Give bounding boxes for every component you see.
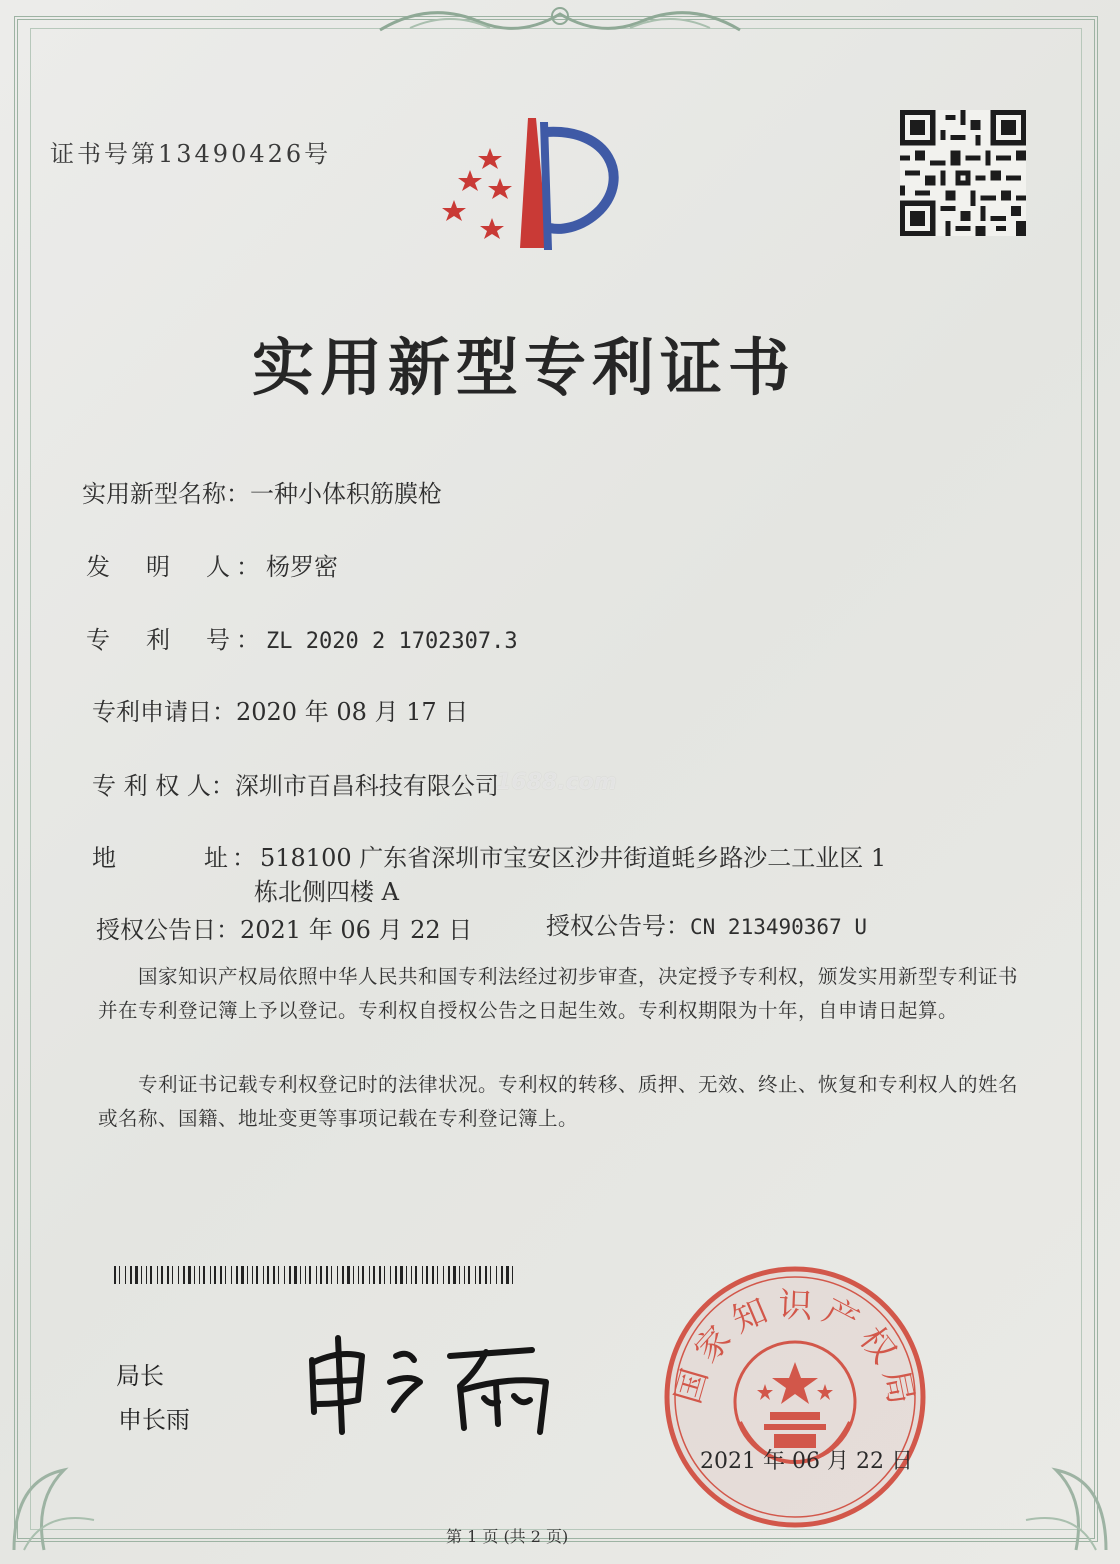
qr-code-icon — [900, 110, 1026, 236]
official-seal-icon — [660, 1262, 930, 1532]
application-date-value: 2020 年 08 月 17 日 — [236, 698, 469, 726]
seal-date: 2021 年 06 月 22 日 — [700, 1449, 913, 1474]
inventor — [86, 547, 338, 582]
watermark: 1688.com — [496, 770, 617, 795]
signature-icon — [300, 1320, 570, 1440]
grant-date — [96, 910, 472, 945]
grant-number-label: 授权公告号： — [546, 912, 690, 940]
patent-number-label: 专 利 号： — [86, 626, 266, 654]
grant-date-value: 2021 年 06 月 22 日 — [240, 916, 473, 944]
application-date-label: 专利申请日： — [92, 698, 236, 726]
patent-number-value: ZL 2020 2 1702307.3 — [266, 629, 518, 654]
body-paragraph-1: 国家知识产权局依照中华人民共和国专利法经过初步审查，决定授予专利权，颁发实用新型专利证书并在专利登记簿上予以登记。专利权自授权公告之日起生效。专利权期限为十年，自申请日起算。 — [98, 965, 1019, 1022]
cnipa-logo-icon — [440, 118, 630, 258]
grant-date-label: 授权公告日： — [96, 916, 240, 944]
inventor-label: 发 明 人： — [86, 553, 266, 581]
svg-text:国家知识产权局: 国家知识产权局 — [668, 1285, 923, 1416]
name-value: 一种小体积筋膜枪 — [250, 480, 442, 508]
patentee-label: 专 利 权 人： — [92, 772, 235, 800]
grant-number-value: CN 213490367 U — [690, 915, 868, 939]
page-number: 第 1 页 (共 2 页) — [446, 1527, 569, 1546]
inventor-value: 杨罗密 — [266, 553, 338, 581]
address-line1: 518100 广东省深圳市宝安区沙井街道蚝乡路沙二工业区 1 — [260, 844, 887, 872]
utility-model-name — [82, 474, 442, 509]
address-label: 地 址： — [92, 844, 260, 872]
barcode-icon — [114, 1266, 514, 1284]
corner-ornament-icon — [996, 1440, 1116, 1560]
name-label: 实用新型名称： — [82, 480, 250, 508]
patentee-value: 深圳市百昌科技有限公司 — [234, 772, 499, 800]
top-ornament-icon — [370, 0, 750, 40]
officer-title: 局长 — [116, 1362, 164, 1390]
address-line2: 栋北侧四楼 A — [254, 878, 399, 906]
address — [92, 838, 886, 873]
grant-number — [546, 906, 867, 941]
application-date — [92, 692, 468, 727]
certificate-number: 证书号第13490426号 — [50, 140, 332, 168]
patentee — [92, 766, 499, 801]
officer-name: 申长雨 — [118, 1406, 190, 1434]
body-paragraph-2: 专利证书记载专利权登记时的法律状况。专利权的转移、质押、无效、终止、恢复和专利权人的姓名或名称、国籍、地址变更等事项记载在专利登记簿上。 — [98, 1073, 1019, 1130]
certificate-title: 实用新型专利证书 — [252, 331, 797, 404]
corner-ornament-icon — [4, 1440, 124, 1560]
patent-number — [86, 620, 518, 655]
